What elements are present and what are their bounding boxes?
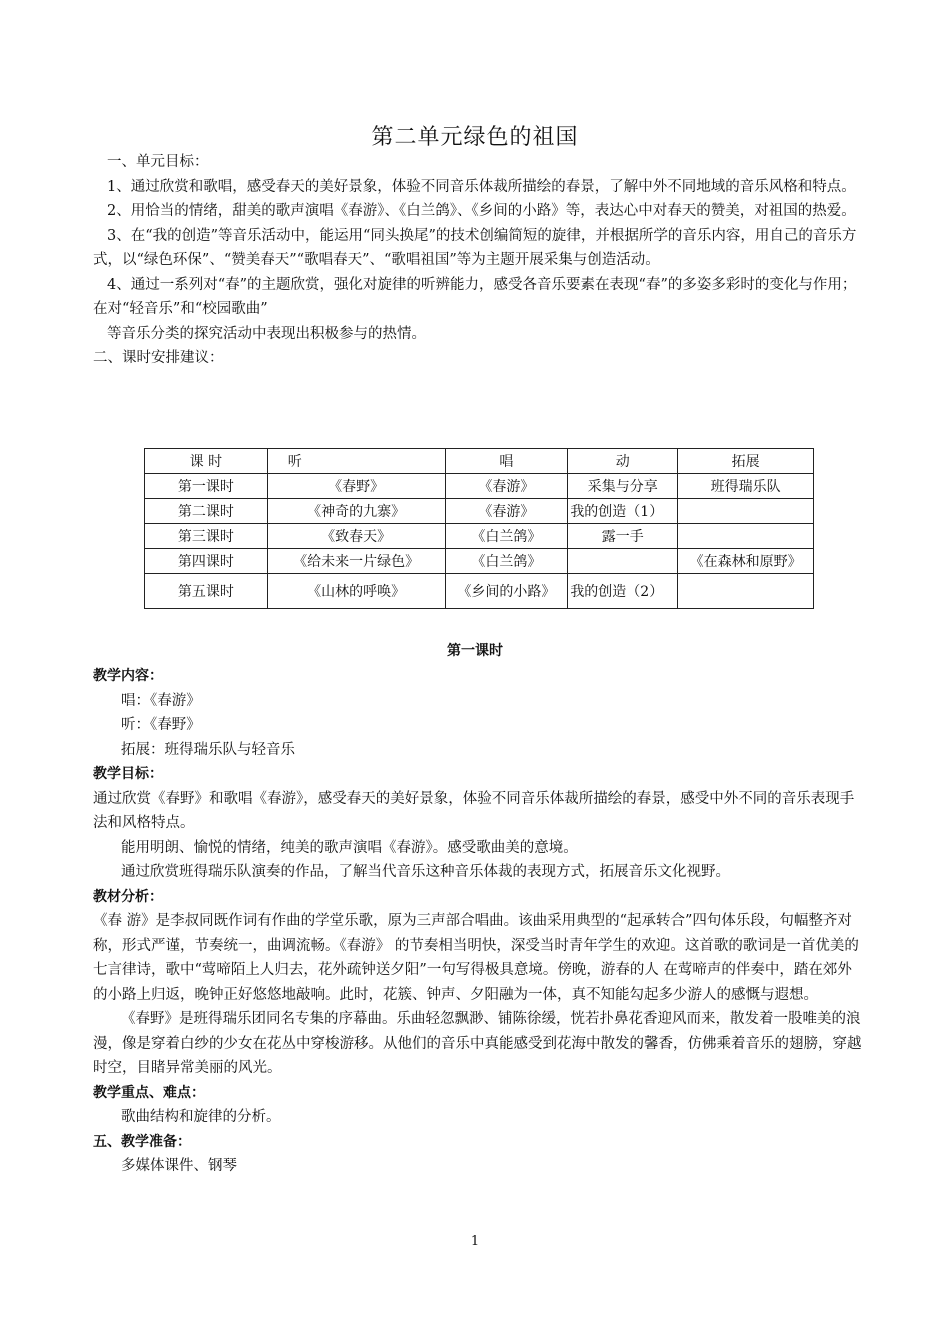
table-cell: 《神奇的九寨》 [267,499,445,524]
content-label: 教学内容： [93,668,163,684]
header-cell: 听 [267,449,445,474]
goal-item: 2、用恰当的情绪，甜美的歌声演唱《春游》、《白兰鸽》、《乡间的小路》等，表达心中对春天的赞美，对祖国的热爱。 [107,203,856,219]
table-header-row [145,449,814,474]
table-row [145,499,814,524]
table-cell: 我的创造（2） [568,574,678,609]
analysis-paragraph: 《春 游》是李叔同既作词有作曲的学堂乐歌，原为三声部合唱曲。该曲采用典型的“起承转合”四句体乐段，句幅整齐对称，形式严谨，节奏统一，曲调流畅。《春游》 的节奏相当明快，深受当时青年学生的欢迎。这首歌的歌词是一首优美的七言律诗，歌中“莺啼陌上人归去，花外疏钟送夕阳”一句写得极具意境。傍晚，游春的人 在莺啼声的伴奏中，踏在郊外的小路上归返，晚钟正好悠悠地敲响。此时，花簇、钟声、夕阳融为一体，真不知能勾起多少游人的感慨与遐想。 [93,913,859,1003]
analysis-paragraph: 《春野》是班得瑞乐团同名专集的序幕曲。乐曲轻忽飘渺、铺陈徐缓，恍若扑鼻花香迎风而来，散发着一股唯美的浪漫，像是穿着白纱的少女在花丛中穿梭游移。从他们的音乐中真能感受到花海中散发的馨香，仿佛乘着音乐的翅膀，穿越时空，目睹异常美丽的风光。 [93,1011,862,1076]
table-cell: 《春游》 [445,474,568,499]
page-number: 1 [470,1234,480,1249]
table-cell: 《春游》 [445,499,568,524]
goal-item: 3、在“我的创造”等音乐活动中，能运用“同头换尾”的技术创编简短的旋律，并根据所学的音乐内容，用自己的音乐方式，以“绿色环保”、“赞美春天”“歌唱春天”、“歌唱祖国”等为主题开展采集与创造活动。 [93,227,857,268]
table-cell [678,499,814,524]
table-row [145,524,814,549]
section1-heading: 一、单元目标： [107,154,209,170]
table-cell [678,574,814,609]
table-row [145,549,814,574]
table-cell: 我的创造（1） [568,499,678,524]
table-cell: 《白兰鸽》 [445,549,568,574]
header-cell: 唱 [445,449,568,474]
goal-paragraph: 通过欣赏班得瑞乐队演奏的作品，了解当代音乐这种音乐体裁的表现方式，拓展音乐文化视野。 [121,864,730,880]
table-cell: 《白兰鸽》 [445,524,568,549]
table-cell [678,524,814,549]
table-cell: 《在森林和原野》 [678,549,814,574]
prep-text: 多媒体课件、钢琴 [121,1158,237,1174]
table-cell: 第五课时 [145,574,268,609]
unit-title: 第二单元绿色的祖国 [371,125,579,150]
table-cell: 《山林的呼唤》 [267,574,445,609]
table-cell: 《给未来一片绿色》 [267,549,445,574]
table-cell: 《乡间的小路》 [445,574,568,609]
goal-paragraph: 能用明朗、愉悦的情绪，纯美的歌声演唱《春游》。感受歌曲美的意境。 [121,839,578,856]
header-cell: 课 时 [145,449,268,474]
table-cell [568,549,678,574]
goal-item: 等音乐分类的探究活动中表现出积极参与的热情。 [107,325,426,342]
header-cell: 拓展 [678,449,814,474]
goal-paragraph: 通过欣赏《春野》和歌唱《春游》，感受春天的美好景象，体验不同音乐体裁所描绘的春景，感受中外不同的音乐表现手法和风格特点。 [93,790,855,831]
table-cell: 露一手 [568,524,678,549]
table-cell: 班得瑞乐队 [678,474,814,499]
section2-heading: 二、课时安排建议： [93,350,224,366]
lesson1-heading: 第一课时 [447,643,503,659]
table-cell: 采集与分享 [568,474,678,499]
table-cell: 《春野》 [267,474,445,499]
content-item: 听：《春野》 [121,717,201,733]
content-item: 唱：《春游》 [121,692,201,709]
unit-goals [93,150,863,371]
table-cell: 第四课时 [145,549,268,574]
table-cell: 第一课时 [145,474,268,499]
header-cell: 动 [568,449,678,474]
keypoints-label: 教学重点、难点： [93,1084,205,1101]
goal-item: 4、通过一系列对“春”的主题欣赏，强化对旋律的听辨能力，感受各音乐要素在表现“春”的多姿多彩时的变化与作用；在对“轻音乐”和“校园歌曲” [93,276,857,317]
prep-label: 五、教学准备： [93,1133,191,1150]
schedule-table [144,448,814,609]
analysis-label: 教材分析： [93,888,163,905]
goal-item: 1、通过欣赏和歌唱，感受春天的美好景象，体验不同音乐体裁所描绘的春景，了解中外不同地域的音乐风格和特点。 [107,178,856,195]
keypoints-text: 歌曲结构和旋律的分析。 [121,1109,281,1125]
goals-label: 教学目标： [93,766,163,782]
table-row [145,574,814,609]
content-item: 拓展：班得瑞乐队与轻音乐 [121,741,295,758]
table-cell: 第三课时 [145,524,268,549]
table-row [145,474,814,499]
lesson1-body [93,664,863,1179]
table-cell: 第二课时 [145,499,268,524]
table-cell: 《致春天》 [267,524,445,549]
